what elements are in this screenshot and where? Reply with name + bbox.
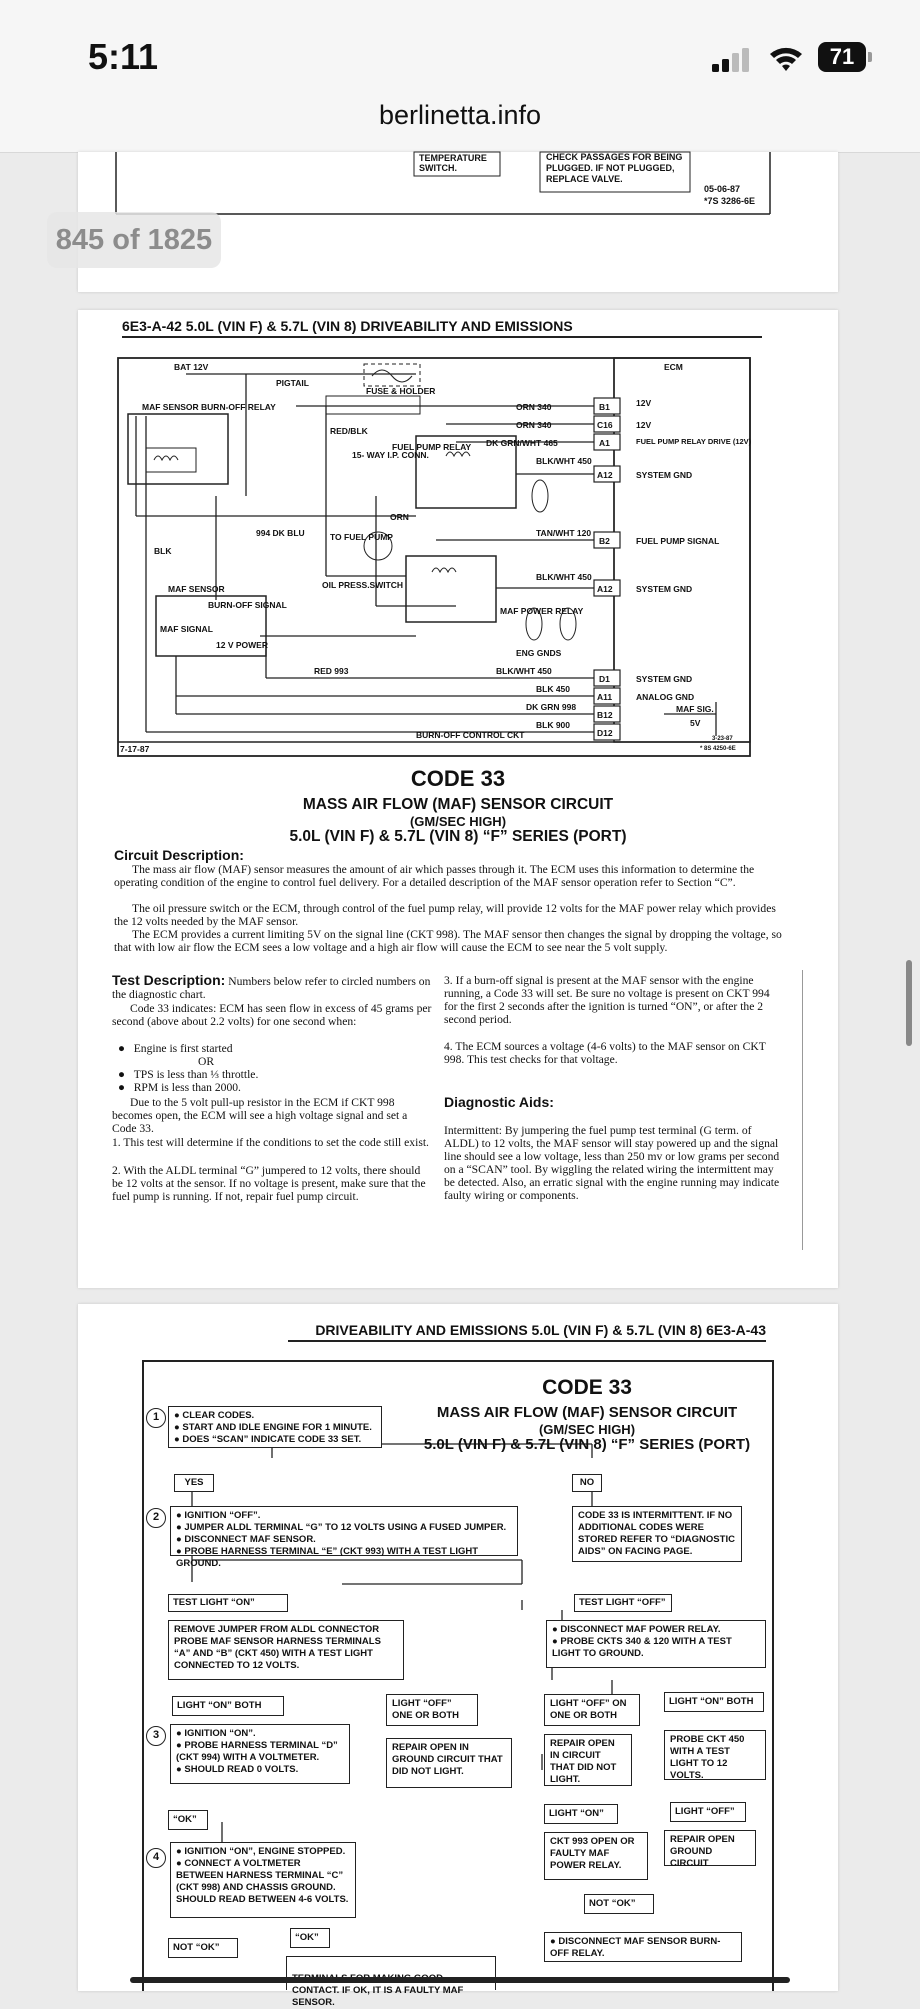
- diagram-label-ecm: ECM: [664, 362, 683, 372]
- wire-label-9: DK GRN 998: [526, 702, 577, 712]
- ecm-label-4: SYSTEM GND: [636, 470, 693, 480]
- test-item-1: 1. This test will determine if the conditions to set the code still exist.: [112, 1136, 429, 1149]
- repair-ground-circuit-box: REPAIR OPEN GROUND CIRCUIT: [664, 1830, 756, 1866]
- disconnect-burnoff-box: ● DISCONNECT MAF SENSOR BURN-OFF RELAY.: [544, 1932, 742, 1962]
- diagram-label-red-blk: RED/BLK: [330, 426, 368, 436]
- yes-label: YES: [174, 1474, 214, 1492]
- pin-2: C16: [597, 420, 613, 430]
- test-item-3: 3. If a burn-off signal is present at the MAF sensor with the engine running, a Code 33 will set. Be sure no voltage is present on CKT 994 for the first 2 seconds after the ignition is turned “ON”, or after the 2 second period.: [444, 974, 770, 1026]
- flowchart-subtitle-2: (GM/SEC HIGH): [538, 1422, 636, 1437]
- diagram-label-dk-blu: 994 DK BLU: [256, 528, 305, 538]
- diagram-date-right: 3-23-87: [712, 736, 733, 742]
- ecm-label-8: ANALOG GND: [636, 692, 695, 702]
- step-number-3: 3: [146, 1726, 166, 1746]
- wire-label-10: BLK 900: [536, 720, 571, 730]
- circuit-paragraph-3: The ECM provides a current limiting 5V on the signal line (CKT 998). The MAF sensor then changes the signal by dropping the voltage, so that with low air flow the ECM sees a low voltage and a high air flow will cause the ECM to see near the 5 volt supply.: [114, 928, 782, 954]
- wire-label-2: ORN 340: [516, 420, 552, 430]
- remove-jumper-box: REMOVE JUMPER FROM ALDL CONNECTOR PROBE MAF SENSOR HARNESS TERMINALS “A” AND “B” (CKT 450) WITH A TEST LIGHT CONNECTED TO 12 VOLTS.: [168, 1620, 404, 1680]
- test-item-4: 4. The ECM sources a voltage (4-6 volts) to the MAF sensor on CKT 998. This test checks for that voltage.: [444, 1040, 766, 1066]
- step-2-box: ● IGNITION “OFF”. ● JUMPER ALDL TERMINAL “G” TO 12 VOLTS USING A FUSED JUMPER. ● DISCONNECT MAF SENSOR. ● PROBE HARNESS TERMINAL “E” (CKT 993) WITH A TEST LIGHT GROUND.: [170, 1506, 518, 1556]
- code-title: CODE 33: [410, 766, 506, 791]
- wire-label-7: BLK/WHT 450: [496, 666, 552, 676]
- step-2-line-4: PROBE HARNESS TERMINAL “E” (CKT 993) WITH A TEST LIGHT GROUND.: [176, 1546, 479, 1569]
- diagram-label-blk: BLK: [154, 546, 172, 556]
- prev-ref: *7S 3286-6E: [704, 196, 756, 206]
- pin-1: B1: [599, 402, 610, 412]
- step-number-4: 4: [146, 1848, 166, 1868]
- test-intro: Numbers below refer to circled numbers on the diagnostic chart.: [112, 975, 431, 1001]
- pin-10: D12: [597, 728, 613, 738]
- manual-page-6E3-A-42: [78, 310, 838, 1288]
- diagram-label-maf-relay: MAF SENSOR BURN-OFF RELAY: [142, 402, 276, 412]
- wiring-diagram: [116, 356, 752, 758]
- diagram-label-to-pump: TO FUEL PUMP: [330, 532, 393, 542]
- diagram-label-eng-gnds: ENG GNDS: [516, 648, 562, 658]
- flowchart-code-title: CODE 33: [542, 1376, 632, 1399]
- step-4-line-2: CONNECT A VOLTMETER BETWEEN HARNESS TERMINAL “C” (CKT 998) AND CHASSIS GROUND. SHOULD READ BETWEEN 4-6 VOLTS.: [176, 1858, 349, 1905]
- cellular-signal-icon: [712, 48, 754, 72]
- pin-6: A12: [597, 584, 613, 594]
- repair-circuit-open-box: REPAIR OPEN IN CIRCUIT THAT DID NOT LIGHT.: [544, 1734, 632, 1786]
- step-1-line-3: DOES “SCAN” INDICATE CODE 33 SET.: [182, 1434, 362, 1445]
- pin-9: B12: [597, 710, 613, 720]
- diagnostic-aids-text: Intermittent: By jumpering the fuel pump test terminal (G term. of ALDL) to 12 volts, the MAF sensor will stay powered up and the signal line should see a low voltage, less than 250 mv or low grams per second on a “SCAN” tool. By wiggling the related wiring the intermittent may be detected. Also, an erratic signal with the engine running may indicate faulty wiring or components.: [444, 1124, 780, 1202]
- test-bullet-3: ● RPM is less than 2000.: [118, 1081, 241, 1094]
- ecm-label-1: 12V: [636, 398, 652, 408]
- step-2-line-3: DISCONNECT MAF SENSOR.: [184, 1534, 316, 1545]
- diagram-label-fuse: FUSE & HOLDER: [366, 386, 436, 396]
- ecm-label-10: 5V: [690, 718, 701, 728]
- column-rule: [802, 970, 803, 1250]
- diagram-label-red-993: RED 993: [314, 666, 349, 676]
- step-1-line-2: START AND IDLE ENGINE FOR 1 MINUTE.: [182, 1422, 372, 1433]
- test-light-on-label: TEST LIGHT “ON”: [168, 1594, 288, 1612]
- step-2-line-1: IGNITION “OFF”.: [184, 1510, 261, 1521]
- pin-4: A12: [597, 470, 613, 480]
- diagram-label-maf-power-relay: MAF POWER RELAY: [500, 606, 584, 616]
- test-heading: Test Description:: [112, 972, 226, 988]
- battery-tip: [868, 52, 872, 62]
- page-counter: 845 of 1825: [47, 212, 221, 268]
- repair-ground-open-box: REPAIR OPEN IN GROUND CIRCUIT THAT DID NOT LIGHT.: [386, 1738, 512, 1788]
- disconnect-relay-line-2: PROBE CKTS 340 & 120 WITH A TEST LIGHT TO GROUND.: [552, 1636, 732, 1659]
- wire-label-1: ORN 340: [516, 402, 552, 412]
- ecm-label-5: FUEL PUMP SIGNAL: [636, 536, 720, 546]
- prev-date: 05-06-87: [704, 184, 741, 194]
- ecm-label-6: SYSTEM GND: [636, 584, 693, 594]
- diagram-label-bat: BAT 12V: [174, 362, 209, 372]
- no-label: NO: [572, 1474, 602, 1492]
- wire-label-6: BLK/WHT 450: [536, 572, 592, 582]
- test-bullet-1: ● Engine is first started: [118, 1042, 233, 1055]
- light-off-on-label: LIGHT “OFF” ON ONE OR BOTH: [544, 1694, 640, 1726]
- code-subtitle-3: 5.0L (VIN F) & 5.7L (VIN 8) “F” SERIES (PORT): [289, 828, 627, 845]
- home-indicator[interactable]: [130, 1977, 790, 1983]
- scroll-indicator[interactable]: [906, 960, 912, 1046]
- clock: 5:11: [88, 36, 159, 77]
- not-ok-label: NOT “OK”: [584, 1894, 654, 1914]
- test-bullets: [118, 1042, 418, 1094]
- test-bullet-2: ● TPS is less than ⅓ throttle.: [118, 1068, 259, 1081]
- status-bar: [0, 0, 920, 96]
- diagram-ref-right: * 8S 4250-6E: [700, 746, 736, 752]
- ok-label: “OK”: [168, 1810, 208, 1830]
- wifi-icon: [768, 44, 804, 72]
- pin-7: D1: [599, 674, 610, 684]
- diagram-label-maf-sensor: MAF SENSOR: [168, 584, 225, 594]
- test-bullet-or: OR: [198, 1055, 215, 1068]
- page-2-header: DRIVEABILITY AND EMISSIONS 5.0L (VIN F) & 5.7L (VIN 8) 6E3-A-43: [288, 1322, 766, 1342]
- ok-label-2: “OK”: [290, 1928, 330, 1948]
- not-ok-label-2: NOT “OK”: [168, 1938, 238, 1958]
- light-on-both-label: LIGHT “ON” BOTH: [172, 1696, 284, 1716]
- wire-label-3: DK GRN/WHT 465: [486, 438, 558, 448]
- light-on-label: LIGHT “ON”: [544, 1804, 618, 1824]
- light-on-both-right-label: LIGHT “ON” BOTH: [664, 1692, 764, 1712]
- address-bar[interactable]: [0, 96, 920, 153]
- step-2-line-2: JUMPER ALDL TERMINAL “G” TO 12 VOLTS USING A FUSED JUMPER.: [184, 1522, 507, 1533]
- cut-off-box: CONTACT. IF OK, IT IS A FAULTY MAF SENSOR.: [286, 1956, 496, 1990]
- test-code-text: Code 33 indicates: ECM has seen flow in excess of 45 grams per second (above about 2.2 volts) for one second when:: [112, 1002, 432, 1028]
- pin-3: A1: [599, 438, 610, 448]
- ecm-label-9: MAF SIG.: [676, 704, 714, 714]
- ecm-label-3: FUEL PUMP RELAY DRIVE (12V): [636, 437, 752, 446]
- diagram-label-fuel-relay: FUEL PUMP RELAY: [392, 442, 472, 452]
- step-number-2: 2: [146, 1508, 166, 1528]
- disconnect-burnoff-line: DISCONNECT MAF SENSOR BURN-OFF RELAY.: [550, 1936, 721, 1959]
- step-3-line-2: PROBE HARNESS TERMINAL “D” (CKT 994) WITH A VOLTMETER.: [176, 1740, 338, 1763]
- page-header: 6E3-A-42 5.0L (VIN F) & 5.7L (VIN 8) DRIVEABILITY AND EMISSIONS: [122, 318, 762, 338]
- circuit-paragraph-1: The mass air flow (MAF) sensor measures the amount of air which passes through it. The ECM uses this information to determine the operating condition of the engine to control fuel delivery. For a detailed description of the MAF sensor operation refer to Section “C”.: [114, 863, 755, 889]
- ecm-label-7: SYSTEM GND: [636, 674, 693, 684]
- step-number-1: 1: [146, 1408, 166, 1428]
- circuit-paragraph-2: The oil pressure switch or the ECM, through control of the fuel pump relay, will provide 12 volts for the MAF power relay which provides the 12 volts needed by the MAF sensor.: [114, 902, 776, 928]
- ckt-993-box: CKT 993 OPEN OR FAULTY MAF POWER RELAY.: [544, 1832, 648, 1880]
- diagram-label-burnoff-ckt: BURN-OFF CONTROL CKT: [416, 730, 525, 740]
- url-domain[interactable]: berlinetta.info: [378, 100, 542, 130]
- code-subtitle-2: (GM/SEC HIGH): [409, 814, 507, 829]
- pin-8: A11: [597, 692, 613, 702]
- step-1-line-1: CLEAR CODES.: [182, 1410, 255, 1421]
- diagram-labels: [120, 362, 752, 754]
- step-3-line-1: IGNITION “ON”.: [184, 1728, 256, 1739]
- battery-indicator: 71: [818, 42, 866, 72]
- prev-right-line-3: REPLACE VALVE.: [546, 174, 623, 184]
- manual-page-6E3-A-43: [78, 1304, 838, 2008]
- diagram-label-pigtail: PIGTAIL: [276, 378, 309, 388]
- diagnostic-aids-heading: Diagnostic Aids:: [444, 1094, 554, 1110]
- diagram-label-12v-power: 12 V POWER: [216, 640, 268, 650]
- step-3-box: ● IGNITION “ON”. ● PROBE HARNESS TERMINAL “D” (CKT 994) WITH A VOLTMETER. ● SHOULD READ 0 VOLTS.: [170, 1724, 350, 1784]
- step-1-box: ● CLEAR CODES. ● START AND IDLE ENGINE FOR 1 MINUTE. ● DOES “SCAN” INDICATE CODE 33 SET.: [168, 1406, 382, 1448]
- prev-cell-right: [546, 152, 682, 185]
- disconnect-relay-box: ● DISCONNECT MAF POWER RELAY. ● PROBE CKTS 340 & 120 WITH A TEST LIGHT TO GROUND.: [546, 1620, 766, 1668]
- wire-label-4: BLK/WHT 450: [536, 456, 592, 466]
- diagram-label-maf-signal: MAF SIGNAL: [160, 624, 213, 634]
- step-3-line-3: SHOULD READ 0 VOLTS.: [184, 1764, 299, 1775]
- prev-cell-left: TEMPERATURE SWITCH.: [419, 153, 487, 173]
- code-subtitle: MASS AIR FLOW (MAF) SENSOR CIRCUIT: [302, 796, 614, 813]
- diagram-label-15way: 15- WAY I.P. CONN.: [352, 450, 429, 460]
- test-item-2: 2. With the ALDL terminal “G” jumpered to 12 volts, there should be 12 volts at the sensor. If no voltage is present, make sure that the fuel pump is running. If not, repair fuel pump circuit.: [112, 1164, 426, 1203]
- wire-label-8: BLK 450: [536, 684, 571, 694]
- circuit-heading: Circuit Description:: [114, 847, 244, 863]
- intermittent-box: CODE 33 IS INTERMITTENT. IF NO ADDITIONAL CODES WERE STORED REFER TO “DIAGNOSTIC AIDS” ON FACING PAGE.: [572, 1506, 742, 1562]
- disconnect-relay-line-1: DISCONNECT MAF POWER RELAY.: [560, 1624, 721, 1635]
- prev-right-line-1: CHECK PASSAGES FOR BEING: [546, 152, 683, 162]
- prev-right-line-2: PLUGGED. IF NOT PLUGGED,: [546, 163, 675, 173]
- step-4-line-1: IGNITION “ON”, ENGINE STOPPED.: [184, 1846, 346, 1857]
- pin-5: B2: [599, 536, 610, 546]
- test-description: [112, 974, 432, 1001]
- test-pullup-text: Due to the 5 volt pull-up resistor in the ECM if CKT 998 becomes open, the ECM will see a high voltage signal and set a Code 33.: [112, 1096, 408, 1135]
- wire-label-5: TAN/WHT 120: [536, 528, 592, 538]
- light-off-label: LIGHT “OFF”: [670, 1802, 746, 1822]
- flowchart-subtitle: MASS AIR FLOW (MAF) SENSOR CIRCUIT: [436, 1404, 738, 1421]
- diagram-label-orn: ORN: [390, 512, 409, 522]
- diagram-date-left: 7-17-87: [120, 744, 150, 754]
- ecm-label-2: 12V: [636, 420, 652, 430]
- light-off-one-label: LIGHT “OFF” ONE OR BOTH: [386, 1694, 478, 1726]
- flowchart-subtitle-3: 5.0L (VIN F) & 5.7L (VIN 8) “F” SERIES (PORT): [423, 1436, 751, 1453]
- diagram-label-oil-switch: OIL PRESS.SWITCH: [322, 580, 404, 590]
- test-light-off-label: TEST LIGHT “OFF”: [574, 1594, 672, 1612]
- diagram-label-burnoff-signal: BURN-OFF SIGNAL: [208, 600, 287, 610]
- step-4-box: ● IGNITION “ON”, ENGINE STOPPED. ● CONNECT A VOLTMETER BETWEEN HARNESS TERMINAL “C” (CKT 998) AND CHASSIS GROUND. SHOULD READ BETWEEN 4-6 VOLTS.: [170, 1842, 356, 1918]
- probe-ckt-450-box: PROBE CKT 450 WITH A TEST LIGHT TO 12 VOLTS.: [664, 1730, 766, 1780]
